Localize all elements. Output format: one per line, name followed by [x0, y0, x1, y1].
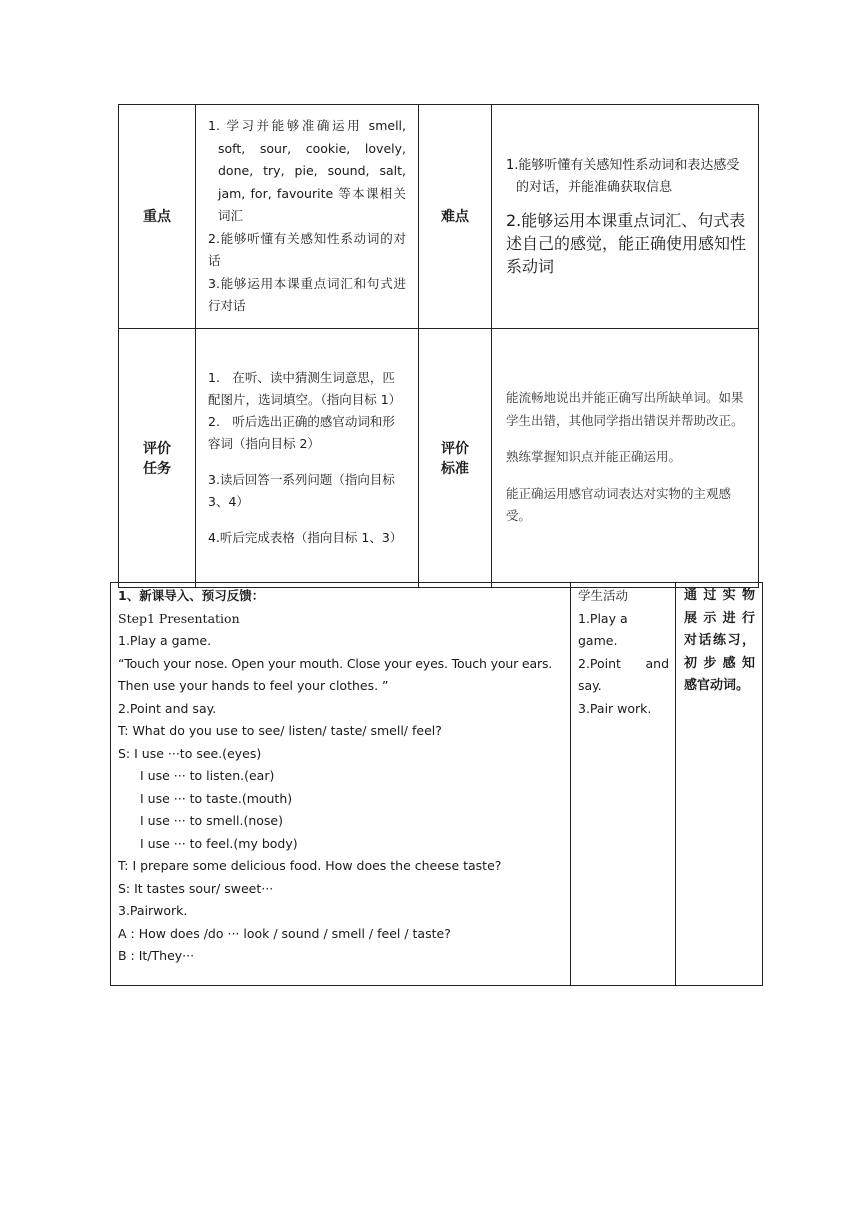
activity-item: 2.Point and: [578, 655, 669, 671]
content-line: Then use your hands to feel your clothes. ”: [118, 678, 389, 693]
teaching-content-cell: [111, 583, 571, 986]
content-line: T: What do you use to see/ listen/ taste/ smell/ feel?: [118, 723, 442, 738]
content-line: I use ··· to feel.(my body): [140, 835, 298, 851]
key-point-2: 2.能够听懂有关感知性系动词的对话: [208, 230, 406, 268]
key-points-label: 重点: [119, 105, 196, 329]
content-line: 1.Play a game.: [118, 633, 212, 648]
key-point-3: 3.能够运用本课重点词汇和句式进行对话: [208, 275, 406, 313]
activity-item: 1.Play a game.: [578, 610, 628, 648]
purpose-line: 对话练习，: [684, 633, 755, 648]
task-1: 1. 在听、读中猜测生词意思，匹配图片，选词填空。（指向目标 1）: [208, 369, 402, 407]
difficulties-label: 难点: [419, 105, 492, 329]
difficulty-1: 1.能够听懂有关感知性系动词和表达感受的对话，并能准确获取信息: [506, 157, 740, 195]
activity-item: say.: [578, 678, 602, 693]
content-line: A : How does /do ··· look / sound / smell / feel / taste?: [118, 925, 451, 941]
content-line: I use ··· to taste.(mouth): [140, 790, 293, 806]
purpose-line: 展示进行: [684, 610, 755, 626]
activity-item: 3.Pair work.: [578, 700, 652, 716]
lesson-step-row: [111, 583, 763, 986]
purpose-line: 感官动词。: [684, 678, 750, 693]
content-line: S: It tastes sour/ sweet···: [118, 880, 274, 896]
evaluation-tasks-cell: [196, 328, 419, 587]
key-points-cell: [196, 105, 419, 329]
student-activities-cell: [571, 583, 676, 986]
lesson-process-table: [110, 582, 763, 986]
evaluation-standards-cell: [492, 328, 759, 587]
key-point-1: 1. 学习并能够准确运用 smell, soft, sour, cookie, lovely, done, try, pie, sound, salt, jam, for, favourite 等本课相关词汇: [208, 118, 406, 223]
evaluation-tasks-label: 评价 任务: [119, 328, 196, 587]
evaluation-standards-label: 评价 标准: [419, 328, 492, 587]
design-purpose-cell: [676, 583, 763, 986]
content-line: I use ··· to listen.(ear): [140, 768, 275, 783]
task-3: 3.读后回答一系列问题（指向目标 3、4）: [208, 471, 395, 509]
activities-title: 学生活动: [578, 588, 629, 603]
difficulties-cell: [492, 105, 759, 329]
objectives-table: [118, 104, 759, 588]
purpose-line: 初步感知: [684, 655, 755, 671]
content-line: I use ··· to smell.(nose): [140, 813, 283, 828]
standard-1: 能流畅地说出并能正确写出所缺单词。如果学生出错，其他同学指出错误并帮助改正。: [506, 390, 744, 428]
task-4: 4.听后完成表格（指向目标 1、3）: [208, 529, 403, 545]
content-line: “Touch your nose. Open your mouth. Close your eyes. Touch your ears.: [118, 655, 553, 671]
difficulty-2: 2.能够运用本课重点词汇、句式表述自己的感觉，能正确使用感知性系动词: [506, 210, 747, 276]
key-points-row: [119, 105, 759, 329]
evaluation-row: [119, 328, 759, 587]
content-line: B : It/They···: [118, 948, 195, 963]
content-line: 2.Point and say.: [118, 700, 217, 716]
standard-3: 能正确运用感官动词表达对实物的主观感受。: [506, 485, 732, 524]
standard-2: 熟练掌握知识点并能正确运用。: [506, 449, 682, 465]
purpose-line: 通过实物: [684, 588, 755, 603]
content-line: S: I use ···to see.(eyes): [118, 745, 262, 761]
section-heading: 1、新课导入、预习反馈：: [118, 588, 265, 603]
task-2: 2. 听后选出正确的感官动词和形容词（指向目标 2）: [208, 413, 395, 451]
step-title: Step1 Presentation: [118, 610, 240, 626]
content-line: 3.Pairwork.: [118, 903, 188, 918]
content-line: T: I prepare some delicious food. How does the cheese taste?: [118, 858, 502, 873]
